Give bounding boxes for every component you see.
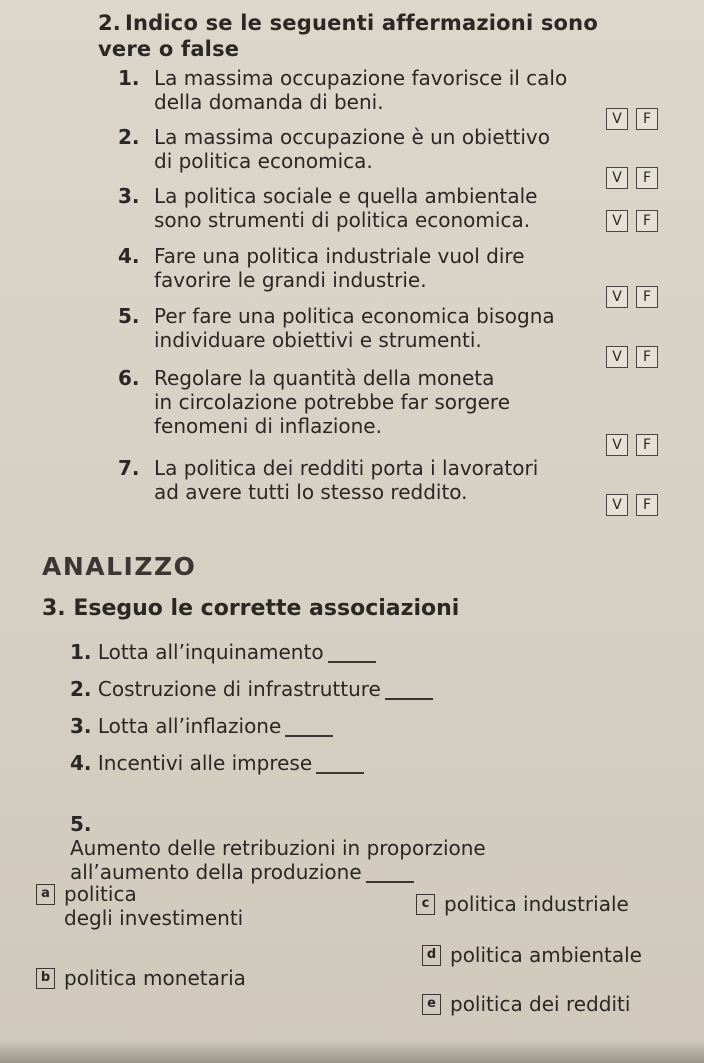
exercise-2-heading: Indico se le seguenti affermazioni sono vere o false bbox=[98, 11, 598, 61]
statement-1 bbox=[118, 66, 678, 125]
false-checkbox[interactable]: F bbox=[636, 108, 658, 130]
option-letter: c bbox=[416, 894, 435, 915]
statement-number: 2. bbox=[118, 125, 140, 149]
statement-text: La politica sociale e quella ambientale sono strumenti di politica economica. bbox=[154, 184, 538, 232]
option-c bbox=[416, 892, 629, 916]
association-item-4 bbox=[70, 751, 670, 775]
answer-blank[interactable] bbox=[316, 772, 364, 774]
statement-number: 5. bbox=[118, 304, 140, 328]
exercise-2-number: 2. bbox=[98, 11, 121, 35]
true-checkbox[interactable]: V bbox=[606, 286, 628, 308]
option-d bbox=[422, 943, 642, 967]
option-e bbox=[422, 992, 630, 1016]
statement-2 bbox=[118, 125, 678, 184]
item-text: Lotta all’inflazione bbox=[97, 714, 282, 738]
statement-7 bbox=[118, 456, 678, 516]
option-b bbox=[36, 966, 246, 990]
statement-text: La politica dei redditi porta i lavoratori ad avere tutti lo stesso reddito. bbox=[154, 456, 539, 504]
option-label: politica monetaria bbox=[64, 966, 246, 990]
answer-blank[interactable] bbox=[285, 735, 333, 737]
item-number: 5. bbox=[70, 812, 92, 836]
statement-number: 6. bbox=[118, 366, 140, 390]
statement-3 bbox=[118, 184, 678, 244]
false-checkbox[interactable]: F bbox=[636, 346, 658, 368]
statement-number: 4. bbox=[118, 244, 140, 268]
true-checkbox[interactable]: V bbox=[606, 108, 628, 130]
statement-4 bbox=[118, 244, 678, 304]
option-letter: a bbox=[36, 884, 55, 905]
option-letter: e bbox=[422, 994, 441, 1015]
true-false-list bbox=[118, 66, 678, 516]
option-a bbox=[36, 882, 243, 930]
association-item-1 bbox=[70, 640, 670, 664]
item-number: 3. bbox=[70, 714, 92, 738]
answer-blank[interactable] bbox=[328, 661, 376, 663]
item-number: 2. bbox=[70, 677, 92, 701]
statement-number: 1. bbox=[118, 66, 140, 90]
association-options bbox=[28, 870, 668, 1030]
item-number: 1. bbox=[70, 640, 92, 664]
false-checkbox[interactable]: F bbox=[636, 286, 658, 308]
statement-text: La massima occupazione favorisce il calo della domanda di beni. bbox=[154, 66, 568, 114]
option-label: politica dei redditi bbox=[450, 992, 631, 1016]
answer-blank[interactable] bbox=[385, 698, 433, 700]
statement-number: 7. bbox=[118, 456, 140, 480]
page-edge-shadow bbox=[0, 1040, 704, 1063]
option-label: politica ambientale bbox=[450, 943, 642, 967]
exercise-2-title bbox=[98, 10, 598, 62]
option-label: politica industriale bbox=[444, 892, 629, 916]
exercise-3-title: 3. Eseguo le corrette associazioni bbox=[42, 596, 460, 621]
association-item-3 bbox=[70, 714, 670, 738]
item-number: 4. bbox=[70, 751, 92, 775]
statement-number: 3. bbox=[118, 184, 140, 208]
true-checkbox[interactable]: V bbox=[606, 210, 628, 232]
true-checkbox[interactable]: V bbox=[606, 346, 628, 368]
false-checkbox[interactable]: F bbox=[636, 210, 658, 232]
statement-5 bbox=[118, 304, 678, 366]
false-checkbox[interactable]: F bbox=[636, 434, 658, 456]
true-checkbox[interactable]: V bbox=[606, 167, 628, 189]
statement-text: Regolare la quantità della moneta in circolazione potrebbe far sorgere fenomeni di inflazione. bbox=[154, 366, 511, 438]
statement-text: Per fare una politica economica bisogna individuare obiettivi e strumenti. bbox=[154, 304, 555, 352]
item-text: Aumento delle retribuzioni in proporzione all’aumento della produzione bbox=[70, 836, 486, 884]
false-checkbox[interactable]: F bbox=[636, 167, 658, 189]
option-label: politica degli investimenti bbox=[64, 882, 244, 930]
item-text: Incentivi alle imprese bbox=[97, 751, 313, 775]
association-item-2 bbox=[70, 677, 670, 701]
statement-text: Fare una politica industriale vuol dire favorire le grandi industrie. bbox=[154, 244, 525, 292]
association-list bbox=[70, 640, 670, 897]
option-letter: b bbox=[36, 968, 55, 989]
true-checkbox[interactable]: V bbox=[606, 494, 628, 516]
option-letter: d bbox=[422, 945, 441, 966]
statement-6 bbox=[118, 366, 678, 456]
true-checkbox[interactable]: V bbox=[606, 434, 628, 456]
false-checkbox[interactable]: F bbox=[636, 494, 658, 516]
statement-text: La massima occupazione è un obiettivo di politica economica. bbox=[154, 125, 550, 173]
item-text: Costruzione di infrastrutture bbox=[97, 677, 381, 701]
item-text: Lotta all’inquinamento bbox=[97, 640, 324, 664]
section-heading: ANALIZZO bbox=[42, 552, 197, 581]
